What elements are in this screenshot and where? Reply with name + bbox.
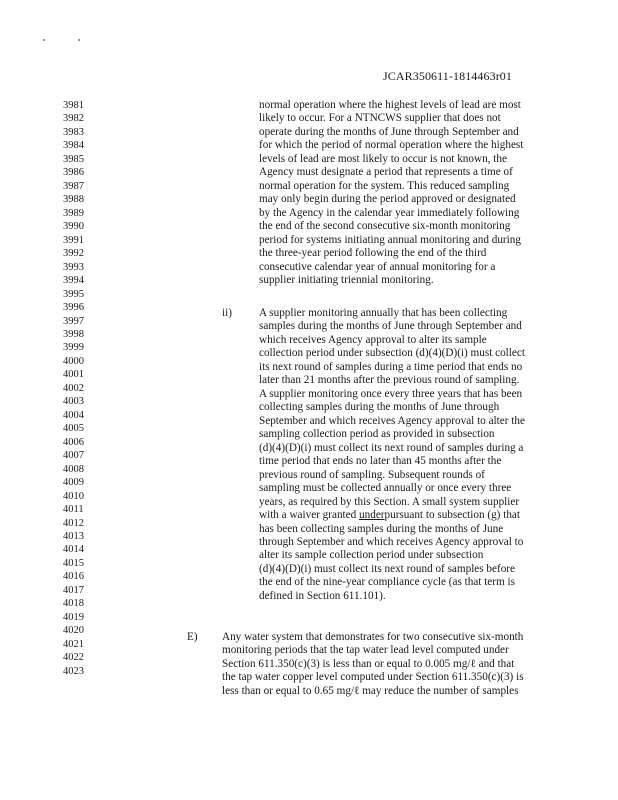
text-line: monitoring periods that the tap water lead level computed under <box>222 644 509 657</box>
text-line: by the Agency in the calendar year immediately following <box>259 206 520 219</box>
text-line: the end of the second consecutive six-month monitoring <box>259 220 511 233</box>
paragraph-e <box>222 631 524 698</box>
line-number: 3985 <box>63 153 84 165</box>
text-line: previous round of sampling. Subsequent rounds of <box>259 468 485 481</box>
line-number: 3991 <box>63 234 84 246</box>
line-number: 4003 <box>63 396 84 408</box>
line-number: 3996 <box>63 302 84 314</box>
text-line: Any water system that demonstrates for two consecutive six-month <box>222 631 524 643</box>
waiver-pre: with a waiver granted <box>259 509 360 522</box>
line-number: 4001 <box>63 369 84 381</box>
line-number: 4008 <box>63 463 84 475</box>
line-number: 3987 <box>63 180 84 192</box>
text-line: collecting samples during the months of June through <box>259 401 500 414</box>
line-number: 4023 <box>63 665 84 677</box>
line-number: 4018 <box>63 598 84 610</box>
text-line: has been collecting samples during the months of June <box>259 522 504 535</box>
line-number: 4012 <box>63 517 84 529</box>
line-number: 3990 <box>63 221 84 233</box>
text-line: consecutive calendar year of annual monitoring for a <box>259 260 496 273</box>
text-line: time period that ends no later than 45 months after the <box>259 455 502 468</box>
line-number: 4000 <box>63 355 84 367</box>
line-number: 4013 <box>63 531 84 542</box>
text-line: collection period under subsection (d)(4)(D)(i) must collect <box>259 347 525 360</box>
line-number-column <box>63 99 103 678</box>
line-number: 3999 <box>63 342 84 354</box>
line-number: 3981 <box>63 100 84 111</box>
text-line: A supplier monitoring annually that has been collecting <box>259 307 508 319</box>
text-line: Section 611.350(c)(3) is less than or equal to 0.005 mg/ℓ and that <box>222 657 515 670</box>
text-line: A supplier monitoring once every three years that has been <box>259 387 523 400</box>
text-line: sampling must be collected annually or once every three <box>259 482 512 495</box>
text-line: through September and which receives Agency approval to <box>259 535 524 548</box>
text-line: its next round of samples during a time period that ends no <box>259 360 523 373</box>
text-line: September and which receives Agency approval to alter the <box>259 414 525 427</box>
subsection-marker-ii: ii) <box>222 307 232 319</box>
text-line: the end of the nine-year compliance cycle (as that term is <box>259 576 515 589</box>
line-number: 4002 <box>63 382 84 394</box>
line-number: 3988 <box>63 194 84 206</box>
line-number: 3983 <box>63 126 84 138</box>
line-number: 3989 <box>63 207 84 219</box>
text-line: (d)(4)(D)(i) must collect its next round of samples during a <box>259 441 524 454</box>
paragraph-continuation <box>259 99 523 288</box>
text-line: (d)(4)(D)(i) must collect its next round of samples before <box>259 562 515 575</box>
line-number: 4019 <box>63 611 84 623</box>
text-line <box>259 509 525 522</box>
line-number: 4020 <box>63 625 84 637</box>
text-line: may only begin during the period approved or designated <box>259 193 516 206</box>
text-line: normal operation where the highest levels of lead are most <box>259 99 521 111</box>
line-number: 4009 <box>63 477 84 489</box>
text-line: the tap water copper level computed under Section 611.350(c)(3) is <box>222 671 524 684</box>
line-number: 3992 <box>63 248 84 260</box>
text-line: levels of lead are most likely to occur is not known, the <box>259 152 507 165</box>
text-line: period for systems initiating annual monitoring and during <box>259 233 521 246</box>
scan-speck <box>43 39 45 41</box>
text-line: sampling collection period as provided in subsection <box>259 428 495 441</box>
line-number: 3994 <box>63 275 84 287</box>
line-number: 3986 <box>63 167 84 179</box>
line-number: 4022 <box>63 652 84 664</box>
line-number: 3982 <box>63 113 84 125</box>
text-line: Agency must designate a period that represents a time of <box>259 166 513 179</box>
line-number: 3997 <box>63 315 84 327</box>
text-line: later than 21 months after the previous round of sampling. <box>259 374 520 387</box>
text-line: samples during the months of June through September and <box>259 320 522 333</box>
text-line: supplier initiating triennial monitoring. <box>259 274 434 287</box>
text-line: likely to occur. For a NTNCWS supplier that does not <box>259 112 501 125</box>
line-number: 4011 <box>63 504 84 516</box>
text-line: alter its sample collection period under subsection <box>259 549 484 562</box>
line-number: 4004 <box>63 409 84 421</box>
text-line: which receives Agency approval to alter its sample <box>259 333 487 346</box>
subsection-marker-e: E) <box>187 631 198 643</box>
line-number: 3984 <box>63 140 84 152</box>
waiver-post: pursuant to subsection (g) that <box>384 509 520 522</box>
text-line: the three-year period following the end of the third <box>259 247 487 260</box>
scan-speck <box>78 39 80 41</box>
line-number: 4006 <box>63 436 84 448</box>
text-line: operate during the months of June through September and <box>259 125 519 138</box>
document-id: JCAR350611-1814463r01 <box>383 69 512 83</box>
line-number: 4021 <box>63 638 84 650</box>
line-number: 4005 <box>63 423 84 435</box>
text-line: less than or equal to 0.65 mg/ℓ may reduce the number of samples <box>222 684 519 697</box>
line-number: 4016 <box>63 571 84 583</box>
line-number: 3995 <box>63 288 84 300</box>
text-line: defined in Section 611.101). <box>259 589 386 602</box>
line-number: 3998 <box>63 328 84 340</box>
line-number: 3993 <box>63 261 84 273</box>
text-line: normal operation for the system. This reduced sampling <box>259 179 510 192</box>
line-number: 4015 <box>63 557 84 569</box>
line-number: 4014 <box>63 544 84 556</box>
text-line: years, as required by this Section. A small system supplier <box>259 495 520 508</box>
line-number: 4010 <box>63 490 84 502</box>
underlined-text: under <box>359 509 385 522</box>
paragraph-ii <box>259 307 525 603</box>
line-number: 4017 <box>63 584 84 596</box>
text-line: for which the period of normal operation where the highest <box>259 139 524 152</box>
line-number: 4007 <box>63 450 84 462</box>
